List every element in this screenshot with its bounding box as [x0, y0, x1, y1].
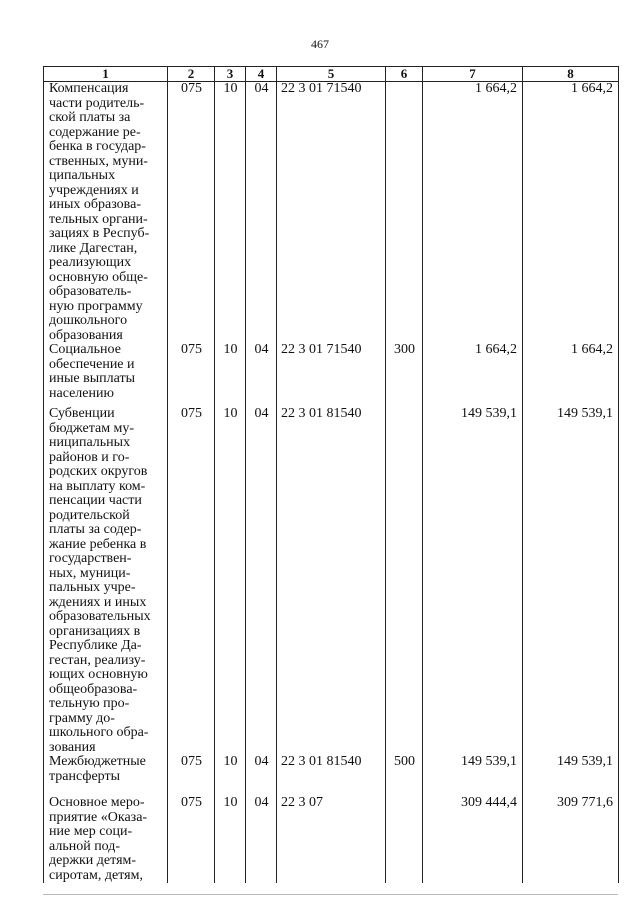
section-cell: 10	[215, 796, 246, 883]
row-name-line: основную обще-	[49, 269, 148, 285]
amount-year-1-cell: 1 664,2	[423, 82, 523, 344]
header-col-5: 5	[277, 67, 386, 82]
row-name-line: ниципальных	[49, 435, 131, 450]
section-cell: 10	[215, 407, 246, 755]
row-name-text	[49, 796, 165, 883]
subsection-cell: 04	[246, 755, 277, 796]
row-name-line: образовательных	[49, 609, 151, 624]
row-name-line: жание ребенка в	[49, 536, 147, 552]
row-name-line: зациях в Респуб-	[49, 226, 150, 241]
row-name-line: ющих основную	[49, 667, 148, 682]
row-name-line: пенсации части	[49, 493, 142, 508]
table-body	[44, 82, 619, 884]
row-name-line: ственных, муни-	[49, 153, 148, 169]
row-name-line: бенка в государ-	[49, 139, 146, 154]
target-article-cell: 22 3 01 81540	[277, 407, 386, 755]
row-name-line: обеспечение и	[49, 356, 135, 372]
row-name-cell	[44, 796, 168, 883]
row-name-line: государствен-	[49, 551, 132, 566]
section-cell: 10	[215, 343, 246, 407]
row-name-line: школьного обра-	[49, 725, 149, 740]
table-row	[44, 407, 619, 755]
header-col-3: 3	[215, 67, 246, 82]
target-article-cell: 22 3 07	[277, 796, 386, 883]
row-name-cell	[44, 343, 168, 407]
row-name-line: Компенсация	[49, 81, 129, 96]
target-article-cell: 22 3 01 71540	[277, 343, 386, 407]
subsection-cell: 04	[246, 796, 277, 883]
row-name-line: ципальных	[49, 168, 116, 183]
table-row	[44, 343, 619, 407]
row-name-line: образователь-	[49, 284, 132, 299]
row-name-line: платы за содер-	[49, 522, 142, 537]
row-name-line: ской платы за	[49, 110, 131, 125]
subsection-cell: 04	[246, 407, 277, 755]
header-col-6: 6	[386, 67, 423, 82]
row-name-line: ние мер соци-	[49, 824, 133, 839]
table-row	[44, 82, 619, 344]
row-name-line: иные выплаты	[49, 371, 135, 386]
expense-type-cell	[386, 82, 423, 344]
row-name-line: пальных учре-	[49, 580, 136, 595]
table-row	[44, 796, 619, 883]
row-name-line: на выплату ком-	[49, 478, 146, 494]
row-name-text	[49, 407, 165, 755]
row-name-line: учреждениях и	[49, 182, 139, 198]
row-name-line: держки детям-	[49, 853, 137, 868]
budget-table	[43, 66, 619, 883]
target-article-cell: 22 3 01 81540	[277, 755, 386, 796]
row-name-line: бюджетам му-	[49, 420, 135, 436]
amount-year-2-cell: 1 664,2	[523, 82, 619, 344]
row-name-line: иных образова-	[49, 197, 141, 212]
row-name-text	[49, 343, 165, 401]
table-row	[44, 755, 619, 796]
header-col-1: 1	[44, 67, 168, 82]
row-name-line: ную программу	[49, 298, 143, 314]
header-col-4: 4	[246, 67, 277, 82]
row-name-line: реализующих	[49, 255, 132, 270]
page-bottom-rule	[43, 894, 618, 895]
row-name-line: тельных органи-	[49, 211, 148, 227]
admin-code-cell: 075	[168, 82, 215, 344]
expense-type-cell: 500	[386, 755, 423, 796]
row-name-line: грамму до-	[49, 710, 115, 726]
row-name-line: Основное меро-	[49, 795, 145, 810]
row-name-line: образования	[49, 327, 123, 343]
row-name-line: гестан, реализу-	[49, 652, 146, 668]
header-col-2: 2	[168, 67, 215, 82]
page-number: 467	[311, 37, 329, 51]
amount-year-2-cell: 309 771,6	[523, 796, 619, 883]
row-name-cell	[44, 755, 168, 796]
row-name-line: приятие «Оказа-	[49, 809, 148, 825]
subsection-cell: 04	[246, 82, 277, 344]
subsection-cell: 04	[246, 343, 277, 407]
amount-year-1-cell: 309 444,4	[423, 796, 523, 883]
row-name-line: Субвенции	[49, 406, 115, 421]
row-name-line: населению	[49, 385, 114, 401]
row-name-line: Социальное	[49, 342, 121, 357]
amount-year-2-cell: 149 539,1	[523, 755, 619, 796]
amount-year-1-cell: 149 539,1	[423, 407, 523, 755]
row-name-line: родительской	[49, 507, 130, 523]
section-cell: 10	[215, 82, 246, 344]
amount-year-2-cell: 149 539,1	[523, 407, 619, 755]
row-name-line: лике Дагестан,	[49, 240, 138, 256]
row-name-line: районов и го-	[49, 449, 130, 465]
admin-code-cell: 075	[168, 407, 215, 755]
amount-year-1-cell: 1 664,2	[423, 343, 523, 407]
expense-type-cell	[386, 796, 423, 883]
row-name-line: Межбюджетные	[49, 754, 146, 769]
header-col-8: 8	[523, 67, 619, 82]
row-name-line: дошкольного	[49, 313, 128, 328]
row-name-line: содержание ре-	[49, 124, 141, 140]
section-cell: 10	[215, 755, 246, 796]
admin-code-cell: 075	[168, 796, 215, 883]
row-name-cell	[44, 82, 168, 344]
row-name-line: трансферты	[49, 768, 121, 784]
admin-code-cell: 075	[168, 343, 215, 407]
expense-type-cell: 300	[386, 343, 423, 407]
expense-type-cell	[386, 407, 423, 755]
row-name-line: ных, муници-	[49, 565, 131, 581]
row-name-text	[49, 82, 165, 343]
row-name-line: зования	[49, 739, 96, 755]
row-name-line: сиротам, детям,	[49, 867, 143, 883]
row-name-line: общеобразова-	[49, 681, 138, 697]
row-name-line: тельную про-	[49, 696, 130, 711]
row-name-line: альной под-	[49, 838, 121, 854]
header-col-7: 7	[423, 67, 523, 82]
row-name-line: части родитель-	[49, 95, 145, 111]
row-name-line: организациях в	[49, 623, 141, 639]
header-row	[44, 67, 619, 82]
row-name-text	[49, 755, 165, 784]
row-name-line: ждениях и иных	[49, 594, 147, 610]
row-name-cell	[44, 407, 168, 755]
amount-year-2-cell: 1 664,2	[523, 343, 619, 407]
target-article-cell: 22 3 01 71540	[277, 82, 386, 344]
admin-code-cell: 075	[168, 755, 215, 796]
row-name-line: Республике Да-	[49, 638, 142, 653]
amount-year-1-cell: 149 539,1	[423, 755, 523, 796]
row-name-line: родских округов	[49, 464, 148, 479]
